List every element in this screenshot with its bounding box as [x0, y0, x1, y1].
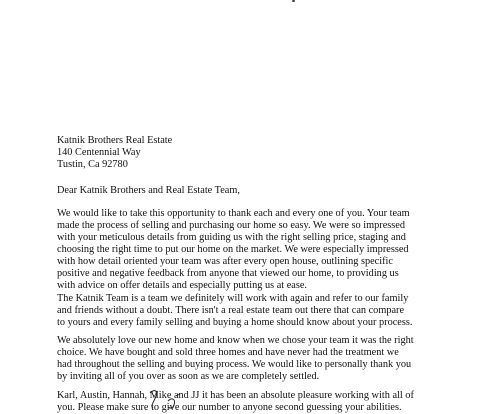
paragraph-line: The Katnik Team is a team we definitely will work with again and refer to our family [57, 293, 409, 304]
paragraph-line: Karl, Austin, Hannah, Mike and JJ it has been an absolute pleasure working with all of [57, 390, 414, 401]
recipient-name: Katnik Brothers Real Estate [57, 135, 173, 146]
paragraph-line: with advice on offer details and especially putting us at ease. [57, 280, 308, 291]
paragraph-line: We absolutely love our new home and know when we chose your team it was the right [57, 335, 414, 346]
recipient-street: 140 Centennial Way [57, 147, 141, 158]
paragraph-line: you. Please make sure to give our number to anyone second guessing your abilities. [57, 402, 402, 413]
scan-speck [292, 0, 295, 2]
paragraph-line: choice. We have bought and sold three homes and have never had the treatment we [57, 347, 399, 358]
paragraph-1 [57, 208, 477, 292]
recipient-city: Tustin, Ca 92780 [57, 159, 128, 170]
paragraph-line: and friends without a doubt. There isn't a real estate team out there that can compare [57, 305, 405, 316]
paragraph-line: with how detail oriented your team was after every open house, outlining specific [57, 256, 393, 267]
paragraph-line: by inviting all of you over as soon as we are completely settled. [57, 371, 320, 382]
paragraph-line: We would like to take this opportunity to thank each and every one of you. Your team [57, 208, 410, 219]
paragraph-2 [57, 293, 477, 329]
recipient-address [57, 135, 172, 171]
paragraph-line: with your meticulous details from guiding us with the right selling price, staging and [57, 232, 406, 243]
paragraph-line: positive and negative feedback from anyone that viewed our home, to providing us [57, 268, 399, 279]
letter-greeting: Dear Katnik Brothers and Real Estate Team, [57, 185, 240, 196]
paragraph-line: to yours and every family selling and buying a home should know about your process. [57, 317, 413, 328]
paragraph-3 [57, 335, 477, 383]
paragraph-line: had throughout the selling and buying process. We would like to personally thank you [57, 359, 412, 370]
paragraph-line: choosing the right time to put our home on the market. We were especially impressed [57, 244, 409, 255]
paragraph-4 [57, 390, 477, 414]
paragraph-line: made the process of selling and purchasing our home so easy. We were so impressed [57, 220, 406, 231]
